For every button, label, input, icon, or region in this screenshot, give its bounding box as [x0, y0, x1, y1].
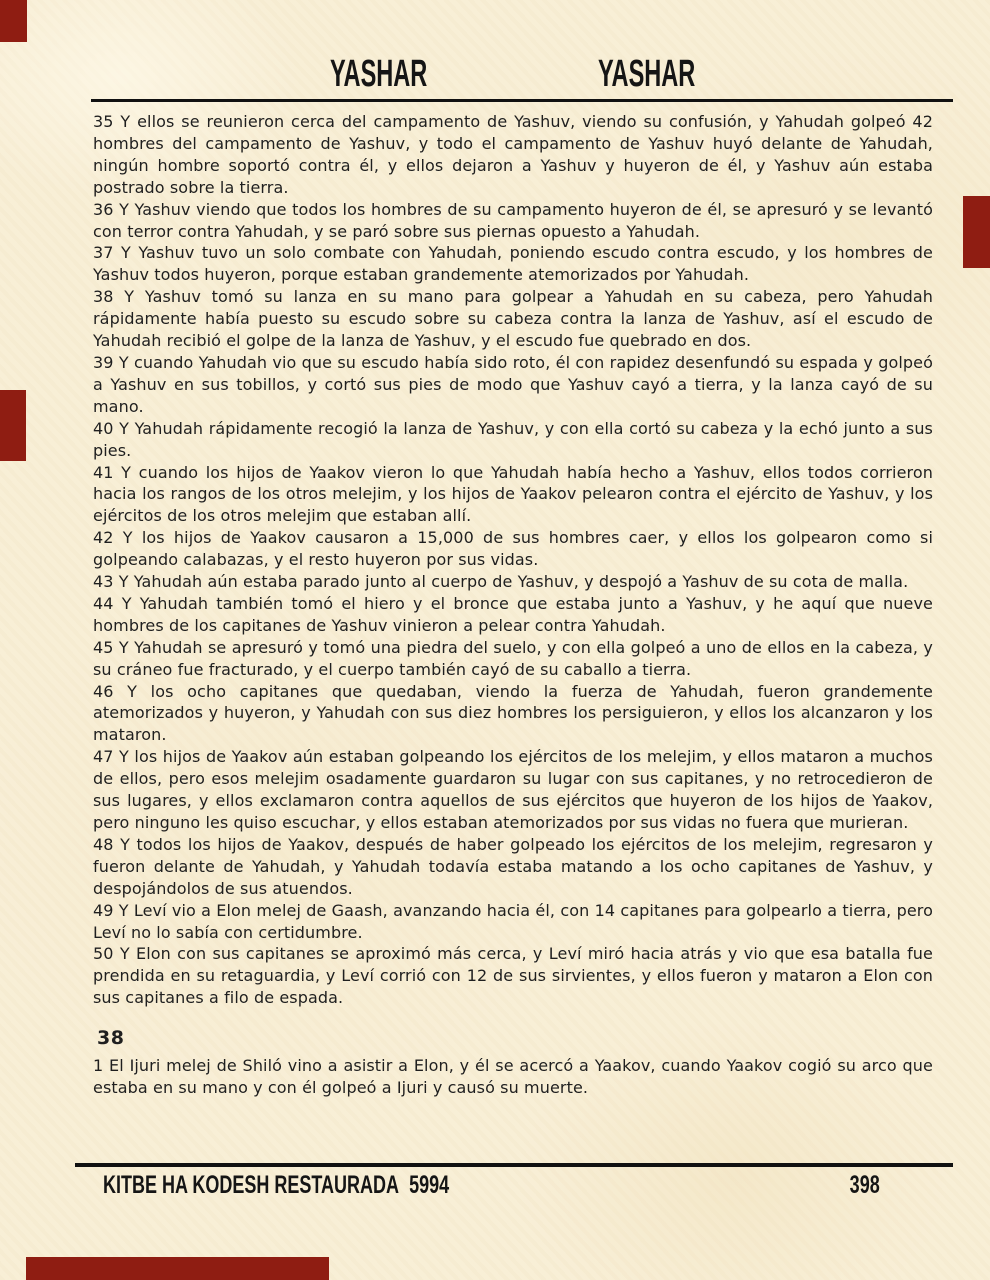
header-rule	[91, 99, 953, 102]
page-footer	[93, 1171, 935, 1201]
running-title-right: YASHAR	[598, 53, 696, 95]
verse-paragraph: 42 Y los hijos de Yaakov causaron a 15,000 de sus hombres caer, y ellos los golpearon como si golpeando calabazas, y el resto huyeron por sus vidas.	[93, 528, 933, 570]
verse-paragraph: 44 Y Yahudah también tomó el hiero y el bronce que estaba junto a Yashuv, y he aquí que nueve hombres de los capitanes de Yashuv vinieron a pelear contra Yahudah.	[93, 593, 933, 635]
red-edge-mark-top-left	[0, 0, 27, 42]
scripture-body	[93, 111, 933, 1099]
verse-paragraph: 47 Y los hijos de Yaakov aún estaban golpeando los ejércitos de los melejim, y ellos mataron a muchos de ellos, pero esos melejim osadamente guardaron su lugar con sus capitanes, y no retrocedieron de sus lugares, y ellos exclamaron contra aquellos de sus ejércitos que huyeron de los hijos de Yaakov, pero ninguno les quiso escuchar, y ellos estaban atemorizados por sus vidas no fuera que murieran.	[93, 747, 933, 832]
verse-paragraph: 45 Y Yahudah se apresuró y tomó una piedra del suelo, y con ella golpeó a uno de ellos en la cabeza, y su cráneo fue fracturado, y el cuerpo también cayó de su caballo a tierra.	[93, 637, 933, 679]
footer-book-title-text: KITBE HA KODESH RESTAURADA	[103, 1171, 400, 1199]
verse-paragraph: 50 Y Elon con sus capitanes se aproximó más cerca, y Leví miró hacia atrás y vio que esa batalla fue prendida en su retaguardia, y Leví corrió con 12 de sus sirvientes, y ellos fueron y mataron a Elon con sus capitanes a filo de espada.	[93, 944, 933, 1008]
red-edge-mark-bottom	[26, 1257, 329, 1280]
chapter-heading-38: 38	[97, 1027, 125, 1050]
verse-paragraph: 40 Y Yahudah rápidamente recogió la lanza de Yashuv, y con ella cortó su cabeza y la echó junto a sus pies.	[93, 418, 933, 460]
footer-edition-year: 5994	[409, 1171, 450, 1199]
verse-paragraph: 38 Y Yashuv tomó su lanza en su mano para golpear a Yahudah en su cabeza, pero Yahudah rápidamente había puesto su escudo sobre su cabeza contra la lanza de Yashuv, así el escudo de Yahudah recibió el golpe de la lanza de Yashuv, y el escudo fue quebrado en dos.	[93, 287, 933, 351]
red-edge-mark-right	[963, 196, 990, 268]
verse-paragraph: 43 Y Yahudah aún estaba parado junto al cuerpo de Yashuv, y despojó a Yashuv de su cota de malla.	[93, 572, 909, 592]
verse-paragraph: 36 Y Yashuv viendo que todos los hombres de su campamento huyeron de él, se apresuró y se levantó con terror contra Yahudah, y se paró sobre sus piernas opuesto a Yahudah.	[93, 199, 933, 241]
red-edge-mark-left	[0, 390, 26, 461]
verse-paragraph: 37 Y Yashuv tuvo un solo combate con Yahudah, poniendo escudo contra escudo, y los hombres de Yashuv todos huyeron, porque estaban grandemente atemorizados por Yahudah.	[93, 243, 933, 285]
chapter-37-verse-list	[93, 111, 933, 1009]
footer-book-title	[103, 1171, 449, 1199]
verse-paragraph: 49 Y Leví vio a Elon melej de Gaash, avanzando hacia él, con 14 capitanes para golpearlo a tierra, pero Leví no lo sabía con certidumbre.	[93, 900, 933, 942]
footer-rule	[75, 1163, 953, 1167]
chapter-38-verse-list	[93, 1055, 933, 1099]
running-title-left: YASHAR	[330, 53, 428, 95]
verse-paragraph: 46 Y los ocho capitanes que quedaban, viendo la fuerza de Yahudah, fueron grandemente atemorizados y huyeron, y Yahudah con sus diez hombres los persiguieron, y ellos los alcanzaron y los mataron.	[93, 681, 933, 745]
verse-paragraph: 41 Y cuando los hijos de Yaakov vieron lo que Yahudah había hecho a Yashuv, ellos todos corrieron hacia los rangos de los otros melejim, y los hijos de Yaakov pelearon contra el ejército de Yashuv, y los ejércitos de los otros melejim que estaban allí.	[93, 462, 933, 526]
verse-paragraph: 1 El Ijuri melej de Shiló vino a asistir a Elon, y él se acercó a Yaakov, cuando Yaakov cogió su arco que estaba en su mano y con él golpeó a Ijuri y causó su muerte.	[93, 1056, 933, 1097]
verse-paragraph: 39 Y cuando Yahudah vio que su escudo había sido roto, él con rapidez desenfundó su espada y golpeó a Yashuv en sus tobillos, y cortó sus pies de modo que Yashuv cayó a tierra, y la lanza cayó de su mano.	[93, 352, 933, 416]
verse-paragraph: 35 Y ellos se reunieron cerca del campamento de Yashuv, viendo su confusión, y Yahudah golpeó 42 hombres del campamento de Yashuv, y todo el campamento de Yashuv huyó delante de Yahudah, ningún hombre soportó contra él, y ellos dejaron a Yashuv y huyeron de él, y Yashuv aún estaba postrado sobre la tierra.	[93, 112, 933, 197]
footer-page-number: 398	[849, 1171, 880, 1199]
verse-paragraph: 48 Y todos los hijos de Yaakov, después de haber golpeado los ejércitos de los melejim, regresaron y fueron delante de Yahudah, y Yahudah todavía estaba matando a los ocho capitanes de Yashuv, y despojándolos de sus atuendos.	[93, 834, 933, 898]
